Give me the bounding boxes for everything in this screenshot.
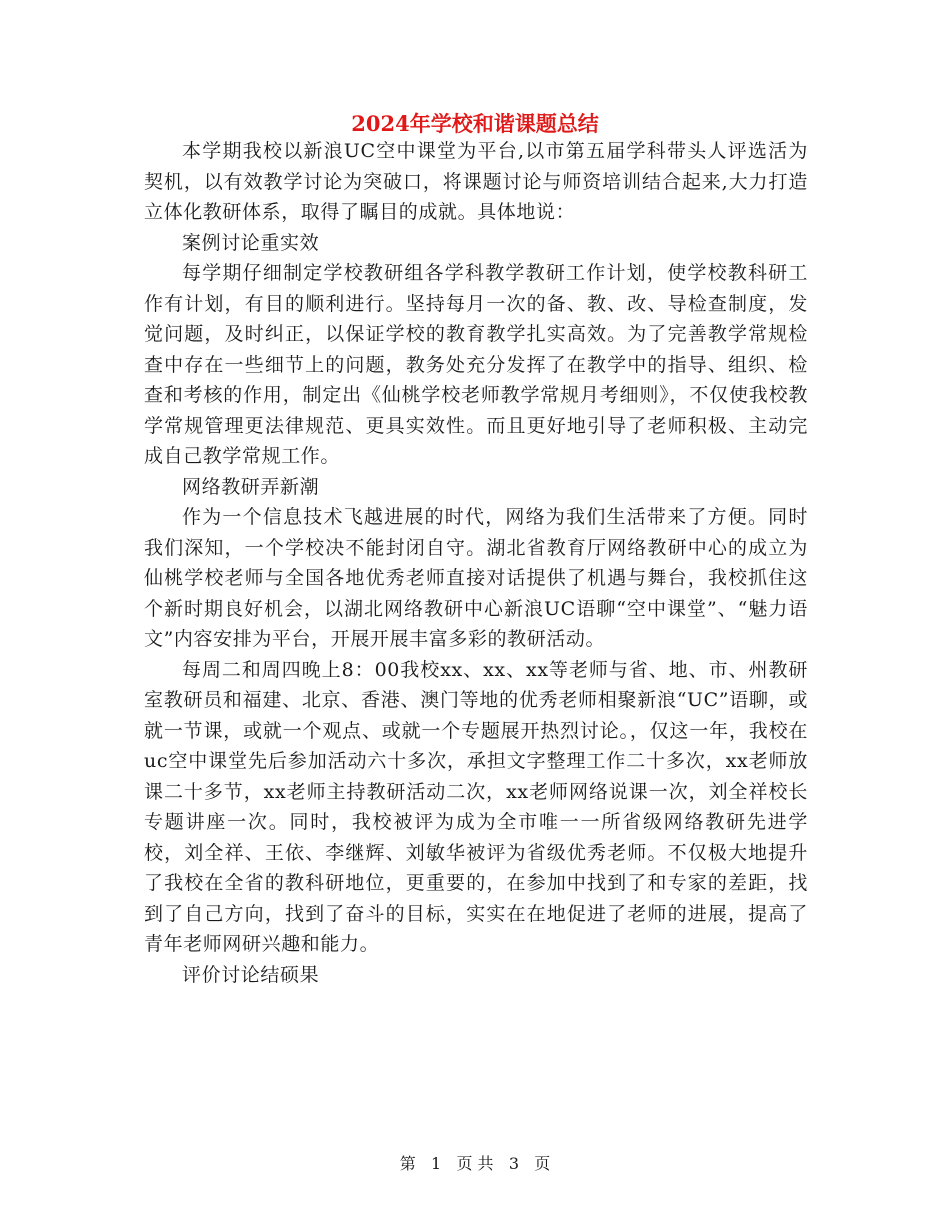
- weekly-activity-paragraph: 每周二和周四晚上8：00我校xx、xx、xx等老师与省、地、市、州教研室教研员和福建、北京、香港、澳门等地的优秀老师相聚新浪“UC”语聊，或就一节课，或就一个观点、或就一个专题展开热烈讨论。，仅这一年，我校在uc空中课堂先后参加活动六十多次，承担文字整理工作二十多次，xx老师放课二十多节，xx老师主持教研活动二次，xx老师网络说课一次，刘全祥校长专题讲座一次。同时，我校被评为成为全市唯一一所省级网络教研先进学校，刘全祥、王依、李继辉、刘敏华被评为省级优秀老师。不仅极大地提升了我校在全省的教科研地位，更重要的，在参加中找到了和专家的差距，找到了自己方向，找到了奋斗的目标，实实在在地促进了老师的进展，提高了青年老师网研兴趣和能力。: [144, 658, 808, 955]
- section-heading-case-study: 案例讨论重实效: [182, 231, 320, 254]
- section-heading-evaluation: 评价讨论结硕果: [182, 963, 320, 986]
- network-research-paragraph: 作为一个信息技术飞越进展的时代，网络为我们生活带来了方便。同时我们深知，一个学校决不能封闭自守。湖北省教育厅网络教研中心的成立为仙桃学校老师与全国各地优秀老师直接对话提供了机遇与舞台，我校抓住这个新时期良好机会，以湖北网络教研中心新浪UC语聊“空中课堂”、“魅力语文”内容安排为平台，开展开展丰富多彩的教研活动。: [144, 506, 808, 650]
- intro-paragraph: 本学期我校以新浪UC空中课堂为平台,以市第五届学科带头人评选活为契机，以有效教学讨论为突破口，将课题讨论与师资培训结合起来,大力打造立体化教研体系，取得了瞩目的成就。具体地说：: [144, 140, 808, 223]
- page-footer: [0, 1153, 950, 1175]
- case-study-paragraph: 每学期仔细制定学校教研组各学科教学教研工作计划，使学校教科研工作有计划，有目的顺利进行。坚持每月一次的备、教、改、导检查制度，发觉问题，及时纠正，以保证学校的教育教学扎实高效。为了完善教学常规检查中存在一些细节上的问题，教务处充分发挥了在教学中的指导、组织、检查和考核的作用，制定出《仙桃学校老师教学常规月考细则》，不仅使我校教学常规管理更法律规范、更具实效性。而且更好地引导了老师积极、主动完成自己教学常规工作。: [144, 262, 808, 467]
- footer-page-suffix: 页: [534, 1154, 551, 1173]
- footer-page-number: 1: [430, 1154, 442, 1173]
- document-title: 2024年学校和谐课题总结: [351, 111, 599, 136]
- footer-total-pages: 3: [508, 1154, 520, 1173]
- footer-page-mid: 页 共: [456, 1154, 494, 1173]
- footer-page-prefix: 第: [399, 1154, 416, 1173]
- section-heading-network-research: 网络教研弄新潮: [182, 475, 320, 498]
- document-body: [144, 136, 808, 990]
